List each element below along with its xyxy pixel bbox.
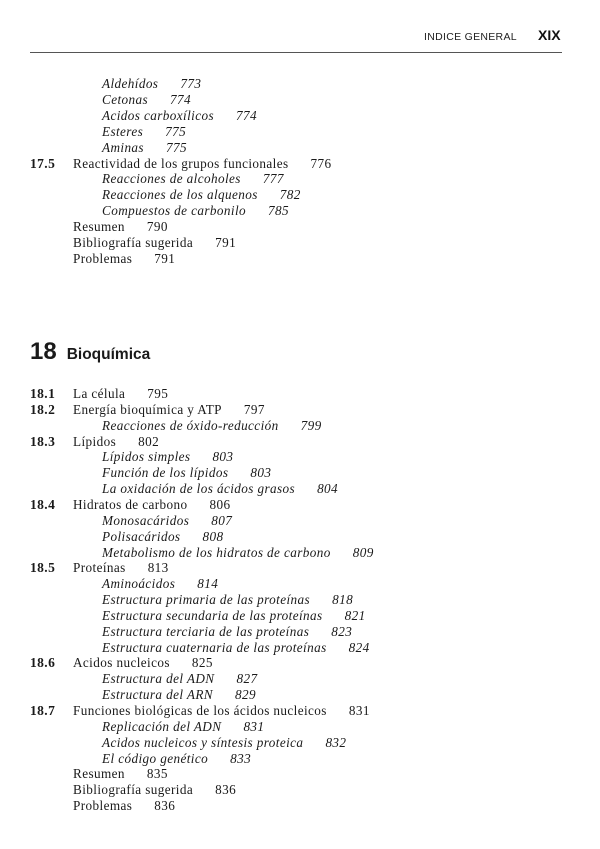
entry-title: Esteres	[102, 123, 144, 139]
entry-text	[73, 156, 331, 172]
entry-text	[73, 235, 236, 251]
entry-text	[102, 76, 201, 92]
entry-title: Monosacáridos	[102, 512, 190, 528]
entry-page: 774	[235, 107, 257, 123]
chapter-number: 18	[30, 338, 57, 365]
entry-page: 824	[348, 639, 370, 655]
entry-text	[102, 140, 187, 156]
entry-text	[102, 124, 186, 140]
entry-text	[73, 219, 168, 235]
entry-page: 835	[146, 766, 168, 782]
entry-title: Replicación del ADN	[102, 718, 222, 734]
entry-text	[102, 481, 338, 497]
entry-text	[73, 798, 175, 814]
chapter-heading	[30, 338, 150, 366]
entry-page: 803	[212, 449, 234, 465]
entry-page: 791	[154, 250, 176, 266]
entry-text	[73, 655, 213, 671]
entry-text	[73, 497, 231, 513]
entry-text	[102, 608, 366, 624]
entry-title: El código genético	[102, 750, 209, 766]
entry-page: 833	[230, 750, 252, 766]
chapter-title: Bioquímica	[66, 346, 151, 363]
entry-page: 791	[215, 235, 237, 250]
entry-text	[102, 465, 271, 481]
section-number: 18.2	[30, 401, 56, 417]
entry-page: 809	[352, 544, 374, 560]
entry-page: 836	[215, 782, 237, 798]
entry-page: 803	[250, 465, 272, 481]
entry-title: Estructura primaria de las proteínas	[102, 592, 311, 608]
entry-title: Función de los lípidos	[102, 465, 229, 481]
entry-page: 774	[170, 91, 192, 107]
entry-text	[102, 687, 256, 703]
entry-title: Acidos carboxílicos	[102, 107, 214, 123]
entry-title: Aminas	[102, 139, 144, 155]
entry-title: Compuestos de carbonilo	[102, 203, 246, 219]
entry-page: 776	[310, 155, 332, 171]
entry-page: 831	[243, 718, 265, 734]
entry-title: Resumen	[73, 219, 125, 235]
entry-text	[102, 449, 233, 465]
entry-title: Proteínas	[73, 560, 126, 576]
entry-page: 831	[348, 703, 370, 718]
entry-page: 777	[262, 171, 284, 187]
section-number: 18.3	[30, 433, 56, 449]
entry-text	[73, 782, 236, 798]
entry-title: Reactividad de los grupos funcionales	[73, 155, 289, 171]
entry-title: Funciones biológicas de los ácidos nucleicos	[73, 703, 327, 718]
entry-title: Metabolismo de los hidratos de carbono	[102, 544, 331, 560]
entry-title: Estructura secundaria de las proteínas	[102, 607, 323, 623]
entry-page: 773	[180, 76, 202, 91]
entry-title: Estructura terciaria de las proteínas	[102, 623, 310, 639]
section-number: 18.6	[30, 655, 56, 671]
entry-title: Bibliografía sugerida	[73, 235, 194, 250]
entry-text	[73, 560, 169, 576]
entry-text	[73, 434, 159, 450]
entry-page: 807	[211, 512, 233, 528]
section-number: 18.5	[30, 560, 56, 576]
entry-title: Acidos nucleicos y síntesis proteica	[102, 734, 304, 750]
entry-text	[102, 640, 370, 656]
entry-text	[102, 671, 257, 687]
entry-page: 818	[332, 592, 354, 608]
entry-page: 802	[138, 433, 160, 449]
entry-title: Resumen	[73, 766, 125, 782]
entry-text	[102, 751, 251, 767]
entry-title: La célula	[73, 386, 126, 401]
entry-text	[102, 545, 374, 561]
entry-text	[73, 386, 168, 402]
entry-page: 808	[202, 528, 224, 544]
page-number: XIX	[538, 27, 561, 43]
entry-page: 790	[146, 219, 168, 235]
entry-title: Lípidos	[73, 433, 117, 449]
entry-page: 799	[300, 417, 322, 433]
entry-title: Estructura del ARN	[102, 687, 213, 703]
entry-text	[102, 171, 284, 187]
entry-page: 782	[279, 187, 301, 203]
entry-title: Bibliografía sugerida	[73, 782, 194, 798]
entry-title: La oxidación de los ácidos grasos	[102, 481, 296, 497]
entry-page: 829	[235, 687, 256, 703]
entry-title: Aminoácidos	[102, 576, 176, 592]
entry-text	[102, 576, 218, 592]
entry-title: Reacciones de alcoholes	[102, 171, 241, 187]
entry-text	[102, 513, 232, 529]
entry-text	[73, 766, 168, 782]
entry-page: 813	[147, 560, 169, 576]
entry-text	[73, 703, 370, 719]
entry-text	[102, 719, 264, 735]
entry-page: 775	[165, 139, 187, 155]
entry-page: 821	[344, 607, 366, 623]
section-number: 18.4	[30, 496, 56, 512]
entry-page: 825	[191, 655, 213, 671]
entry-page: 775	[165, 123, 187, 139]
entry-title: Problemas	[73, 250, 133, 266]
entry-text	[73, 251, 175, 267]
entry-page: 785	[268, 203, 289, 219]
entry-title: Estructura del ADN	[102, 671, 215, 687]
header-rule	[30, 52, 562, 53]
entry-page: 795	[147, 386, 169, 401]
running-header-title: INDICE GENERAL	[424, 31, 517, 43]
entry-title: Energía bioquímica y ATP	[73, 401, 222, 417]
entry-page: 797	[243, 401, 265, 417]
entry-page: 827	[236, 671, 258, 687]
entry-text	[102, 735, 346, 751]
entry-title: Problemas	[73, 798, 133, 814]
entry-text	[102, 92, 191, 108]
entry-title: Lípidos simples	[102, 449, 191, 465]
entry-text	[73, 402, 265, 418]
entry-page: 804	[317, 481, 339, 497]
entry-page: 836	[154, 798, 176, 814]
entry-text	[102, 592, 353, 608]
section-number: 17.5	[30, 155, 56, 171]
entry-title: Reacciones de óxido-reducción	[102, 417, 279, 433]
entry-title: Reacciones de los alquenos	[102, 187, 258, 203]
entry-text	[102, 187, 301, 203]
entry-text	[102, 108, 257, 124]
entry-text	[102, 529, 223, 545]
entry-page: 806	[209, 496, 231, 512]
entry-page: 823	[331, 623, 353, 639]
entry-page: 814	[197, 576, 219, 592]
entry-title: Acidos nucleicos	[73, 655, 170, 671]
entry-text	[102, 418, 322, 434]
entry-page: 832	[325, 734, 347, 750]
entry-text	[102, 203, 289, 219]
entry-title: Estructura cuaternaria de las proteínas	[102, 639, 327, 655]
entry-title: Hidratos de carbono	[73, 496, 188, 512]
entry-text	[102, 624, 352, 640]
section-number: 18.7	[30, 703, 56, 718]
entry-title: Polisacáridos	[102, 528, 181, 544]
entry-title: Cetonas	[102, 91, 149, 107]
section-number: 18.1	[30, 386, 56, 401]
entry-title: Aldehídos	[102, 76, 159, 91]
